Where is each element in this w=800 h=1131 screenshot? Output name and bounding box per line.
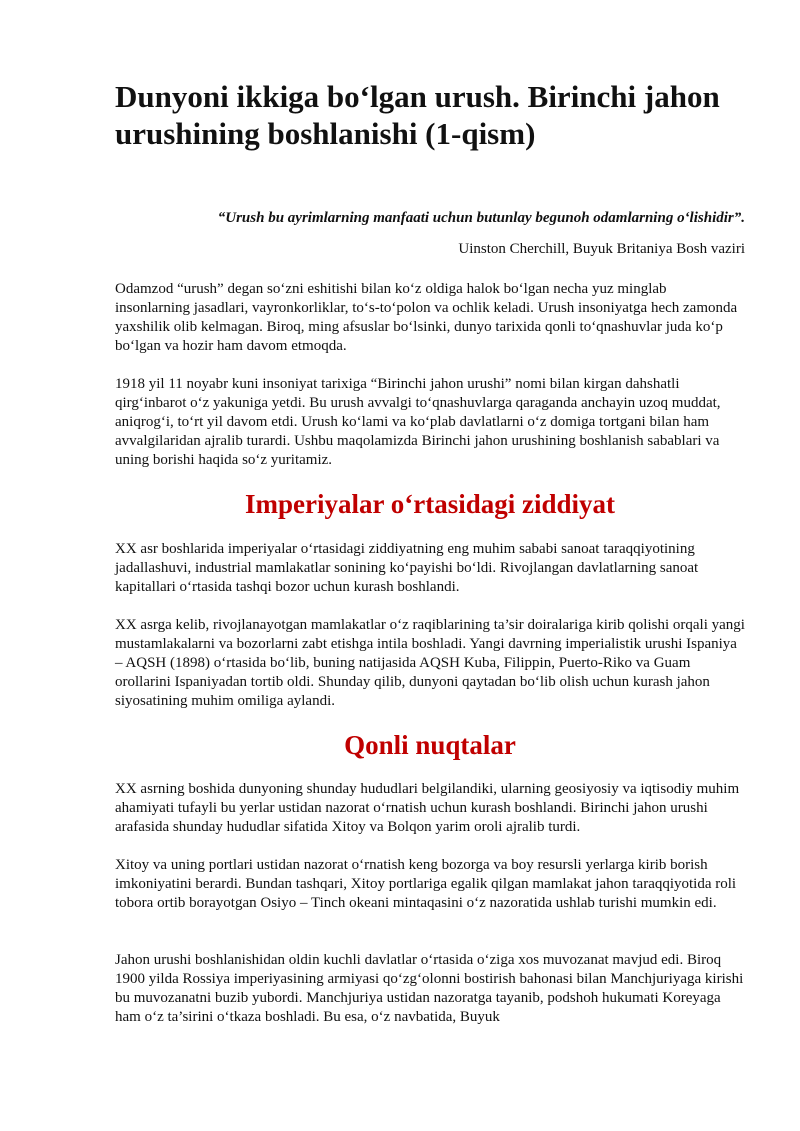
intro-paragraph: 1918 yil 11 noyabr kuni insoniyat tarixiga “Birinchi jahon urushi” nomi bilan kirgan dahshatli qirg‘inbarot o‘z yakuniga yetdi. Bu urush avvalgi to‘qnashuvlarga qaraganda anchayin uzoq muddat, aniqrog‘i, to‘rt yil davom etdi. Urush ko‘lami va ko‘plab davlatlarni o‘z domiga tortgani bilan ham avvalgilaridan ajralib turardi. Ushbu maqolamizda Birinchi jahon urushining boshlanish sabablari va uning borishi haqida so‘z yuritamiz. [115, 376, 721, 468]
section-paragraph: XX asrning boshida dunyoning shunday hududlari belgilandiki, ularning geosiyosiy va iqtisodiy muhim ahamiyati tufayli bu yerlar ustidan nazorat o‘rnatish uchun kurash boshlandi. Birinchi jahon urushi arafasida shunday hududlar sifatida Xitoy va Bolqon yarim oroli ajralib turdi. [115, 781, 740, 835]
section-paragraph: Xitoy va uning portlari ustidan nazorat o‘rnatish keng bozorga va boy resursli yerlarga kirib borish imkoniyatini berardi. Bundan tashqari, Xitoy portlariga egalik qilgan mamlakat jahon taraqqiyotida roli tobora ortib borayotgan Osiyo – Tinch okeani mintaqasini o‘z nazoratida ushlab turishi mumkin edi. [115, 857, 737, 911]
intro-paragraph: Odamzod “urush” degan so‘zni eshitishi bilan ko‘z oldiga halok bo‘lgan necha yuz minglab insonlarning jasadlari, vayronkorliklar, to‘s-to‘polon va ochlik keladi. Urush insoniyatga hech zamonda yaxshilik olib kelmagan. Biroq, ming afsuslar bo‘lsinki, dunyo tarixida qonli to‘qnashuvlar juda ko‘p bo‘lgan va hozir ham davom etmoqda. [115, 281, 738, 354]
section-heading: Qonli nuqtalar [344, 730, 516, 760]
section-paragraph: XX asrga kelib, rivojlanayotgan mamlakatlar o‘z raqiblarining ta’sir doiralariga kirib qolishi orqali yangi mustamlakalarni va bozorlarni zabt etishga intila boshladi. Yangi davrning imperialistik urushi Ispaniya – AQSH (1898) o‘rtasida bo‘lib, buning natijasida AQSH Kuba, Filippin, Puerto-Riko va Guam orollarini Ispaniyadan tortib oldi. Shunday qilib, dunyoni qaytadan bo‘lib olish uchun kurash jahon siyosatining muhim omiliga aylandi. [115, 617, 745, 709]
document-page [115, 78, 745, 1027]
article-title: Dunyoni ikkiga bo‘lgan urush. Birinchi jahon urushining boshlanishi (1-qism) [115, 79, 720, 151]
epigraph-quote: “Urush bu ayrimlarning manfaati uchun butunlay begunoh odamlarning o‘lishidir”. [217, 210, 745, 226]
section-heading: Imperiyalar o‘rtasidagi ziddiyat [245, 489, 615, 519]
section-paragraph: XX asr boshlarida imperiyalar o‘rtasidagi ziddiyatning eng muhim sababi sanoat taraqqiyotining jadallashuvi, industrial mamlakatlar sonining ko‘payishi bo‘ldi. Rivojlangan davlatlarning sanoat kapitallari o‘rtasida tashqi bozor uchun kurash boshlandi. [115, 541, 699, 595]
epigraph-attribution: Uinston Cherchill, Buyuk Britaniya Bosh vaziri [458, 241, 745, 257]
section-paragraph: Jahon urushi boshlanishidan oldin kuchli davlatlar o‘rtasida o‘ziga xos muvozanat mavjud edi. Biroq 1900 yilda Rossiya imperiyasining armiyasi qo‘zg‘olonni bostirish bahonasi bilan Manchjuriyaga kirishi bu muvozanatni buzib yubordi. Manchjuriya ustidan nazoratga tayanib, podshoh hukumati Koreyaga ham o‘z ta’sirini o‘tkaza boshladi. Bu esa, o‘z navbatida, Buyuk [115, 952, 744, 1025]
